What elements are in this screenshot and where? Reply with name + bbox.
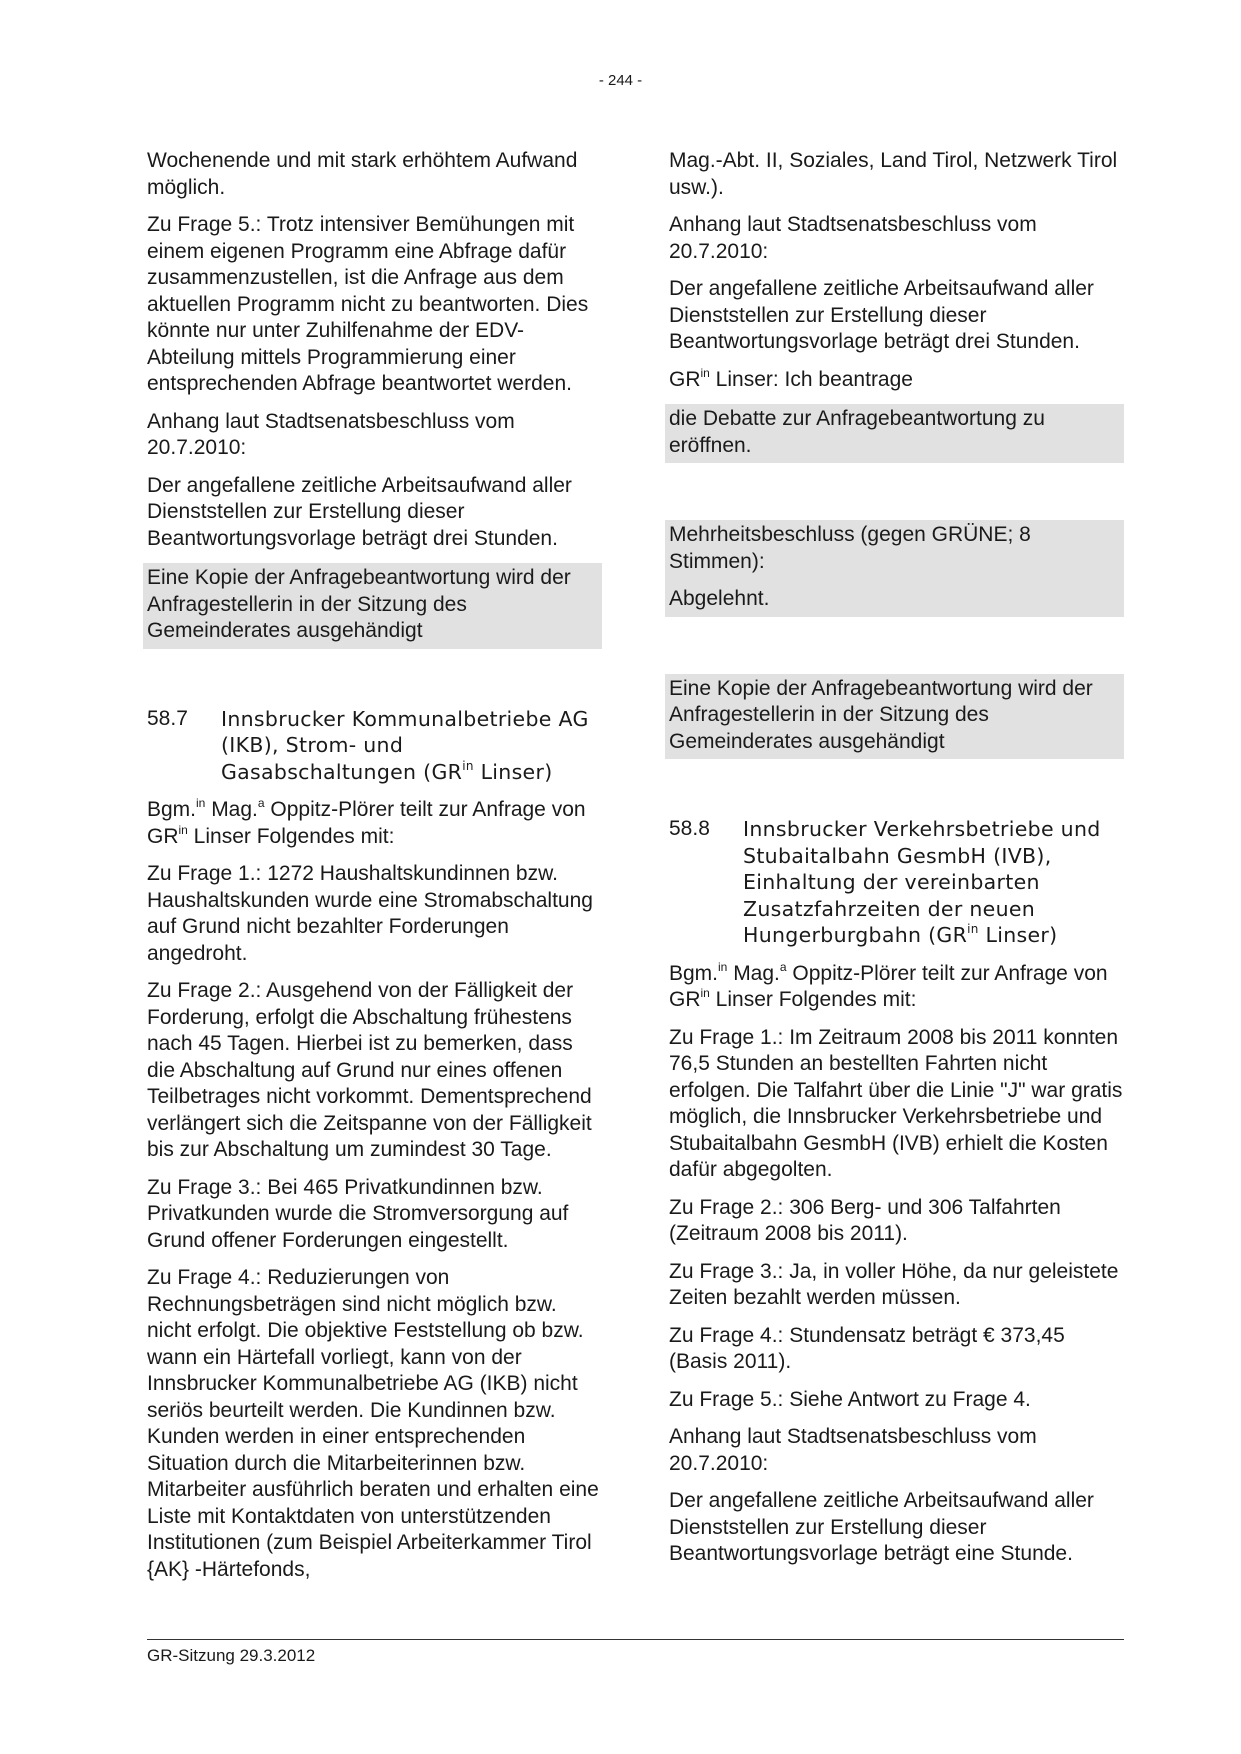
right-column — [669, 148, 1124, 1579]
answer-question-4: Zu Frage 4.: Stundensatz beträgt € 373,45 (Basis 2011). — [669, 1323, 1065, 1373]
highlight-box — [665, 674, 1124, 760]
highlight-box — [665, 404, 1124, 463]
answer-question-1: Zu Frage 1.: 1272 Haushaltskundinnen bzw. Haushaltskunden wurde eine Stromabschaltung auf Grund nicht bezahlter Forderungen angedroht. — [147, 862, 593, 965]
annex-note: Anhang laut Stadtsenatsbeschluss vom 20.7.2010: — [147, 409, 515, 459]
spacer — [669, 474, 1124, 520]
answer-question-3: Zu Frage 3.: Ja, in voller Höhe, da nur geleistete Zeiten bezahlt werden müssen. — [669, 1259, 1119, 1309]
answer-question-5: Zu Frage 5.: Trotz intensiver Bemühungen mit einem eigenen Programm eine Abfrage dafür zusammenzustellen, ist die Anfrage aus dem aktuellen Programm nicht zu beantworten. Dies könnte nur unter Zuhilfenahme der EDV-Abteilung mittels Programmierung einer entsprechenden Abfrage beantwortet werden. — [147, 213, 589, 395]
spacer — [147, 660, 602, 706]
section-number: 58.8 — [669, 817, 710, 840]
section-number: 58.7 — [147, 706, 188, 730]
section-title: Innsbrucker Kommunalbetriebe AG (IKB), Strom- und Gasabschaltungen ($GR^{in}$ Linser) — [221, 706, 589, 784]
footer-divider — [147, 1639, 1124, 1640]
spacer — [669, 770, 1124, 816]
section-heading-58-8 — [669, 816, 1124, 949]
answer-question-2: Zu Frage 2.: 306 Berg- und 306 Talfahrten (Zeitraum 2008 bis 2011). — [669, 1195, 1061, 1245]
decision: Abgelehnt. — [669, 587, 770, 610]
section-heading-58-7 — [147, 706, 602, 786]
highlight-box — [665, 520, 1124, 617]
vote-result: Mehrheitsbeschluss (gegen GRÜNE; 8 Stimmen): — [669, 523, 1031, 573]
paragraph: Wochenende und mit stark erhöhtem Aufwand möglich. — [147, 149, 578, 199]
motion-statement: $GR^{in}$ Linser: Ich beantrage — [669, 365, 913, 391]
effort-note: Der angefallene zeitliche Arbeitsaufwand aller Dienststellen zur Erstellung dieser Beantwortungsvorlage beträgt drei Stunden. — [669, 277, 1094, 353]
annex-note: Anhang laut Stadtsenatsbeschluss vom 20.7.2010: — [669, 1425, 1037, 1475]
copy-note: Eine Kopie der Anfragebeantwortung wird der Anfragestellerin in der Sitzung des Gemeinderates ausgehändigt — [147, 566, 571, 642]
answer-question-2: Zu Frage 2.: Ausgehend von der Fälligkeit der Forderung, erfolgt die Abschaltung frühestens nach 45 Tagen. Hierbei ist zu bemerken, dass die Abschaltung auf Grund nur eines offenen Teilbetrages nicht vorkommt. Dementsprechend verlängert sich die Zeitspanne von der Fälligkeit bis zur Abschaltung um zumindest 30 Tage. — [147, 979, 592, 1161]
effort-note: Der angefallene zeitliche Arbeitsaufwand aller Dienststellen zur Erstellung dieser Beantwortungsvorlage beträgt drei Stunden. — [147, 473, 572, 550]
spacer — [669, 628, 1124, 674]
answer-question-4: Zu Frage 4.: Reduzierungen von Rechnungsbeträgen sind nicht möglich bzw. nicht erfolgt. Die objektive Feststellung ob bzw. wann ein Härtefall vorliegt, kann von der Innsbrucker Kommunalbetriebe AG (IKB) nicht seriös beurteilt werden. Die Kundinnen bzw. Kunden werden in einer entsprechenden Situation durch die Mitarbeiterinnen bzw. Mitarbeiter ausführlich beraten und erhalten eine Liste mit Kontaktdaten von unterstützenden Institutionen (zum Beispiel Arbeiterkammer Tirol {AK} -Härtefonds, — [147, 1266, 599, 1581]
intro-statement: Bgm.$^{in}$ Mag.$^a$ Oppitz-Plörer teilt zur Anfrage von $GR^{in}$ Linser Folgendes mit: — [669, 959, 1108, 1011]
answer-question-1: Zu Frage 1.: Im Zeitraum 2008 bis 2011 konnten 76,5 Stunden an bestellten Fahrten nicht erfolgen. Die Talfahrt über die Linie "J" war gratis möglich, die Innsbrucker Verkehrsbetriebe und Stubaitalbahn GesmbH (IVB) erhielt die Kosten dafür abgegolten. — [669, 1025, 1123, 1181]
section-title: Innsbrucker Verkehrsbetriebe und Stubaitalbahn GesmbH (IVB), Einhaltung der vereinbarten Zusatzfahrzeiten der neuen Hungerburgbahn ($GR^{in}$ Linser) — [743, 817, 1101, 947]
answer-question-5: Zu Frage 5.: Siehe Antwort zu Frage 4. — [669, 1387, 1031, 1411]
answer-question-3: Zu Frage 3.: Bei 465 Privatkundinnen bzw. Privatkunden wurde die Stromversorgung auf Grund offener Forderungen eingestellt. — [147, 1175, 569, 1252]
intro-statement: Bgm.$^{in}$ Mag.$^a$ Oppitz-Plörer teilt zur Anfrage von $GR^{in}$ Linser Folgendes mit: — [147, 796, 586, 848]
effort-note: Der angefallene zeitliche Arbeitsaufwand aller Dienststellen zur Erstellung dieser Beantwortungsvorlage beträgt eine Stunde. — [669, 1489, 1094, 1565]
annex-note: Anhang laut Stadtsenatsbeschluss vom 20.7.2010: — [669, 213, 1037, 263]
motion-text: die Debatte zur Anfragebeantwortung zu eröffnen. — [669, 407, 1045, 457]
page-number: - 244 - — [598, 72, 643, 89]
highlight-box — [143, 563, 602, 649]
paragraph: Mag.-Abt. II, Soziales, Land Tirol, Netzwerk Tirol usw.). — [669, 149, 1118, 199]
footer-session-date: GR-Sitzung 29.3.2012 — [147, 1646, 316, 1665]
left-column — [147, 148, 602, 1594]
copy-note: Eine Kopie der Anfragebeantwortung wird der Anfragestellerin in der Sitzung des Gemeinderates ausgehändigt — [669, 676, 1093, 753]
